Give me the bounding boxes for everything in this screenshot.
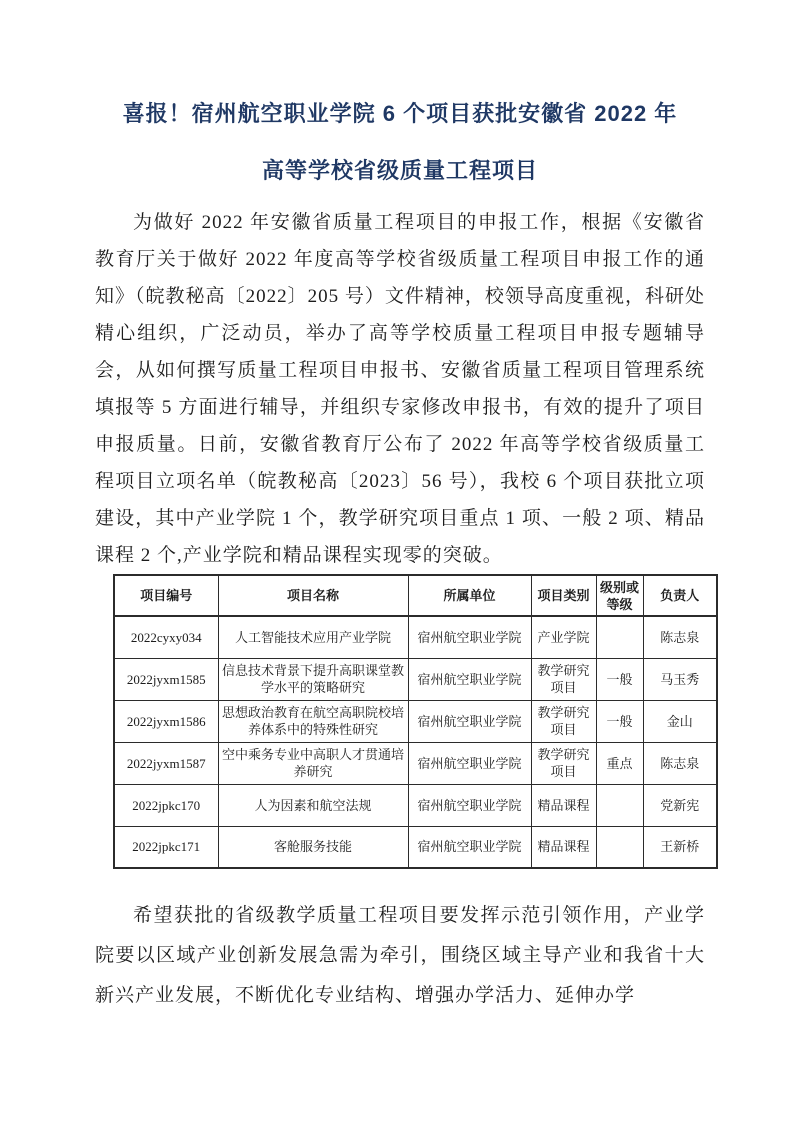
table-cell: 精品课程: [531, 784, 596, 826]
table-cell: 信息技术背景下提升高职课堂教学水平的策略研究: [218, 658, 408, 700]
table-cell: 2022cyxy034: [114, 616, 218, 658]
table-cell: 宿州航空职业学院: [408, 784, 531, 826]
table-cell: 金山: [643, 700, 717, 742]
table-cell: 党新宪: [643, 784, 717, 826]
column-header: 项目类别: [531, 575, 596, 616]
table-cell: 宿州航空职业学院: [408, 826, 531, 868]
projects-table: [113, 574, 718, 869]
table-cell: 教学研究项目: [531, 700, 596, 742]
table-cell: 一般: [596, 700, 643, 742]
table-cell: [596, 616, 643, 658]
table-cell: 陈志泉: [643, 742, 717, 784]
title-line-2: 高等学校省级质量工程项目: [261, 158, 538, 183]
table-cell: 宿州航空职业学院: [408, 616, 531, 658]
table-cell: 马玉秀: [643, 658, 717, 700]
projects-table-header-row: [114, 575, 717, 616]
table-row: [114, 826, 717, 868]
table-cell: [596, 826, 643, 868]
table-cell: [596, 784, 643, 826]
title-line-1: 喜报！宿州航空职业学院 6 个项目获批安徽省 2022 年: [122, 101, 678, 126]
table-cell: 教学研究项目: [531, 658, 596, 700]
table-cell: 宿州航空职业学院: [408, 658, 531, 700]
table-cell: 客舱服务技能: [218, 826, 408, 868]
table-cell: 一般: [596, 658, 643, 700]
table-cell: 空中乘务专业中高职人才贯通培养研究: [218, 742, 408, 784]
table-cell: 陈志泉: [643, 616, 717, 658]
table-cell: 重点: [596, 742, 643, 784]
table-cell: 2022jyxm1585: [114, 658, 218, 700]
column-header: 级别或等级: [596, 575, 643, 616]
table-cell: 思想政治教育在航空高职院校培养体系中的特殊性研究: [218, 700, 408, 742]
column-header: 项目名称: [218, 575, 408, 616]
table-cell: 人为因素和航空法规: [218, 784, 408, 826]
table-cell: 2022jpkc171: [114, 826, 218, 868]
table-cell: 精品课程: [531, 826, 596, 868]
closing-paragraph: 希望获批的省级教学质量工程项目要发挥示范引领作用，产业学院要以区域产业创新发展急需为牵引，围绕区域主导产业和我省十大新兴产业发展，不断优化专业结构、增强办学活力、延伸办学: [95, 905, 705, 1006]
table-row: [114, 742, 717, 784]
table-row: [114, 784, 717, 826]
table-cell: 2022jyxm1586: [114, 700, 218, 742]
table-cell: 教学研究项目: [531, 742, 596, 784]
intro-paragraph: 为做好 2022 年安徽省质量工程项目的申报工作，根据《安徽省教育厅关于做好 2022 年度高等学校省级质量工程项目申报工作的通知》（皖教秘高〔2022〕205 号）文件精神，校领导高度重视，科研处精心组织，广泛动员，举办了高等学校质量工程项目申报专题辅导会，从如何撰写质量工程项目申报书、安徽省质量工程项目管理系统填报等 5 方面进行辅导，并组织专家修改申报书，有效的提升了项目申报质量。日前，安徽省教育厅公布了 2022 年高等学校省级质量工程项目立项名单（皖教秘高〔2023〕56 号），我校 6 个项目获批立项建设，其中产业学院 1 个，教学研究项目重点 1 项、一般 2 项、精品课程 2 个,产业学院和精品课程实现零的突破。: [95, 212, 705, 566]
column-header: 负责人: [643, 575, 717, 616]
table-row: [114, 700, 717, 742]
table-cell: 宿州航空职业学院: [408, 742, 531, 784]
document-title: [95, 85, 705, 199]
table-cell: 2022jyxm1587: [114, 742, 218, 784]
table-row: [114, 658, 717, 700]
column-header: 项目编号: [114, 575, 218, 616]
table-cell: 人工智能技术应用产业学院: [218, 616, 408, 658]
table-row: [114, 616, 717, 658]
table-cell: 产业学院: [531, 616, 596, 658]
table-cell: 2022jpkc170: [114, 784, 218, 826]
column-header: 所属单位: [408, 575, 531, 616]
table-cell: 王新桥: [643, 826, 717, 868]
table-cell: 宿州航空职业学院: [408, 700, 531, 742]
